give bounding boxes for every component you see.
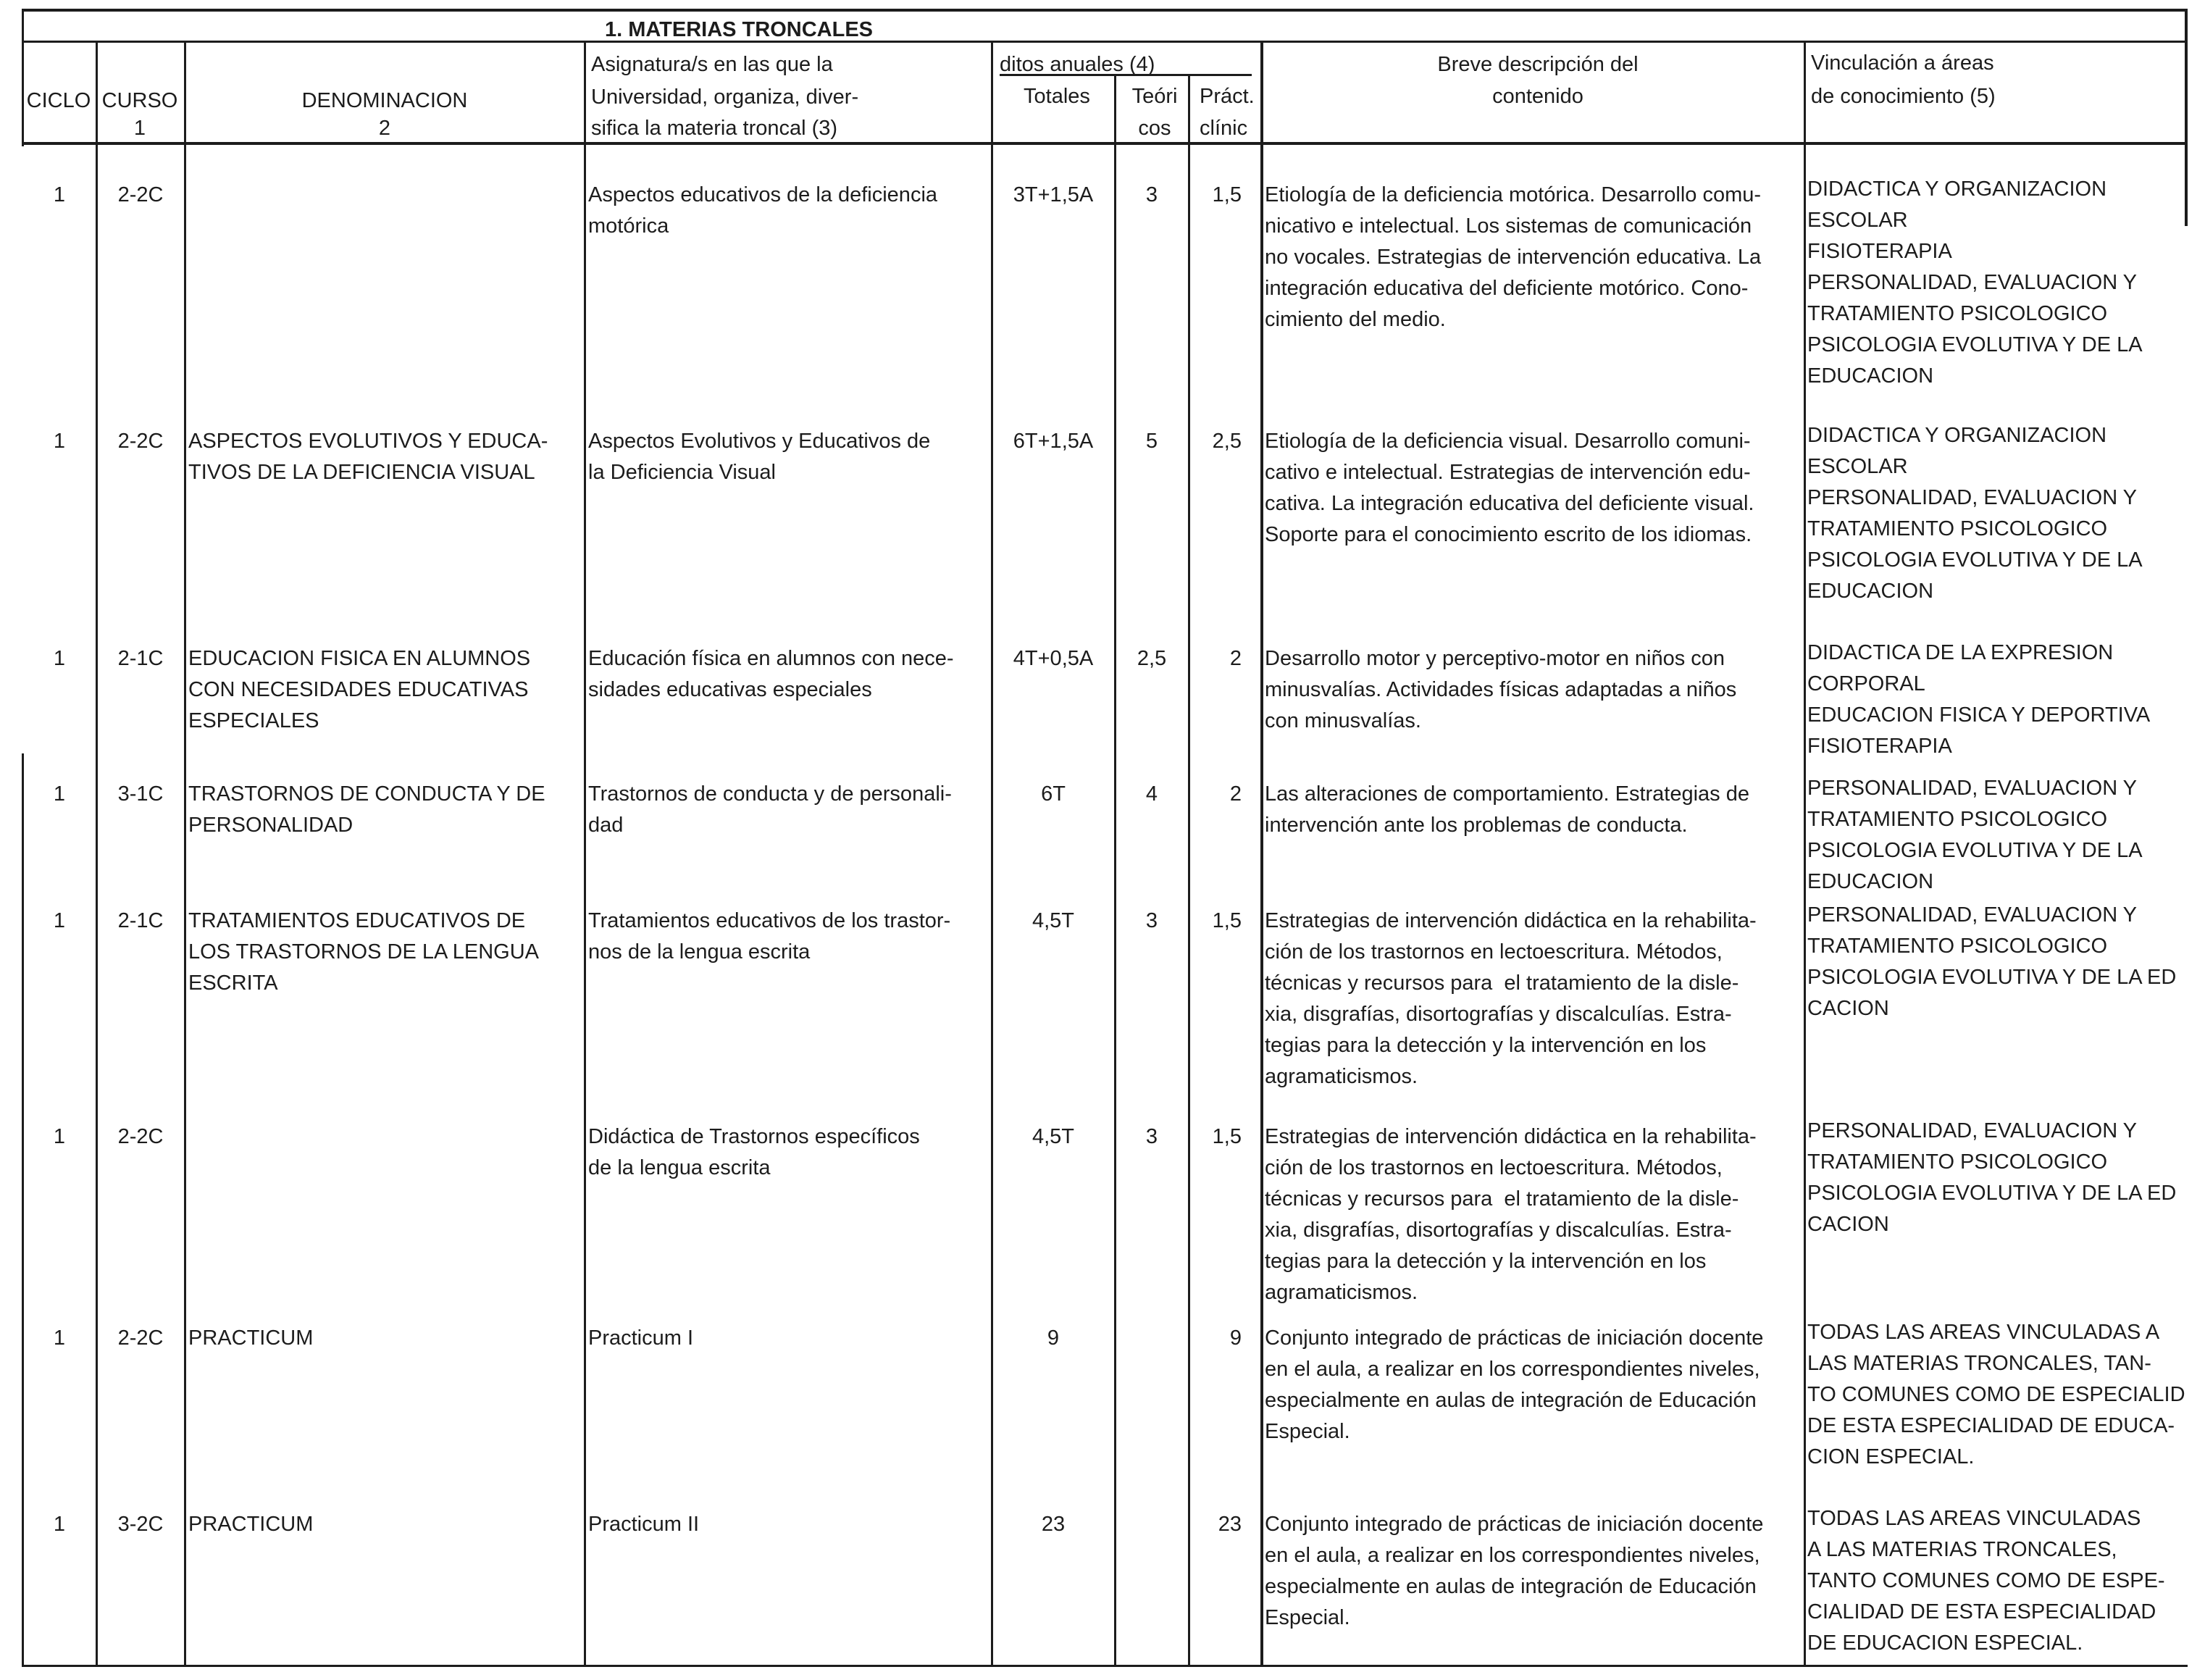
cell-denominacion-line: ESCRITA — [188, 971, 278, 995]
cell-practicos: 23 — [1218, 1513, 1242, 1536]
cell-denominacion-line: PRACTICUM — [188, 1513, 314, 1536]
cell-ciclo: 1 — [53, 1125, 66, 1148]
cell-descripcion-line: tegias para la detección y la intervención en los — [1265, 1034, 1707, 1057]
cell-descripcion-line: ción de los trastornos en lectoescritura. Métodos, — [1265, 940, 1723, 964]
cell-area-line: EDUCACION — [1807, 870, 1934, 893]
vertical-rule — [96, 41, 98, 1666]
cell-area-line: PERSONALIDAD, EVALUACION Y — [1807, 271, 2138, 294]
cell-descripcion-line: cimiento del medio. — [1265, 308, 1446, 331]
header-asignatura-line: sifica la materia troncal (3) — [591, 117, 838, 140]
cell-ciclo: 1 — [53, 647, 66, 670]
cell-denominacion-line: ASPECTOS EVOLUTIVOS Y EDUCA- — [188, 430, 548, 453]
cell-area-line: CACION — [1807, 997, 1889, 1020]
cell-curso: 2-2C — [117, 430, 164, 453]
cell-area-line: LAS MATERIAS TRONCALES, TAN- — [1807, 1352, 2151, 1375]
cell-asignatura-line: Didáctica de Trastornos específicos — [588, 1125, 920, 1148]
cell-area-line: PSICOLOGIA EVOLUTIVA Y DE LA — [1807, 333, 2143, 356]
cell-asignatura-line: motórica — [588, 214, 669, 238]
cell-descripcion-line: tegias para la detección y la intervención en los — [1265, 1250, 1707, 1273]
cell-area-line: TO COMUNES COMO DE ESPECIALID — [1807, 1383, 2185, 1406]
vertical-rule — [1260, 41, 1263, 1666]
cell-practicos: 2 — [1229, 782, 1242, 806]
cell-descripcion-line: Desarrollo motor y perceptivo-motor en niños con — [1265, 647, 1725, 670]
cell-asignatura-line: Practicum II — [588, 1513, 700, 1536]
cell-ciclo: 1 — [53, 782, 66, 806]
cell-practicos: 2,5 — [1212, 430, 1242, 453]
cell-asignatura-line: de la lengua escrita — [588, 1156, 771, 1179]
cell-descripcion-line: agramaticismos. — [1265, 1281, 1418, 1304]
cell-asignatura-line: dad — [588, 814, 624, 837]
cell-practicos: 1,5 — [1212, 1125, 1242, 1148]
cell-asignatura-line: Aspectos educativos de la deficiencia — [588, 183, 938, 206]
header-ciclo: CICLO — [26, 89, 91, 112]
cell-area-line: FISIOTERAPIA — [1807, 735, 1952, 758]
cell-teoricos: 2,5 — [1137, 647, 1167, 670]
cell-denominacion-line: ESPECIALES — [188, 709, 319, 732]
cell-area-line: ESCOLAR — [1807, 455, 1908, 478]
cell-area-line: EDUCACION — [1807, 364, 1934, 388]
cell-practicos: 1,5 — [1212, 183, 1242, 206]
cell-curso: 2-1C — [117, 909, 164, 932]
cell-descripcion-line: no vocales. Estrategias de intervención educativa. La — [1265, 246, 1762, 269]
cell-asignatura-line: Tratamientos educativos de los trastor- — [588, 909, 951, 932]
cell-area-line: PSICOLOGIA EVOLUTIVA Y DE LA — [1807, 548, 2143, 572]
cell-asignatura-line: Trastornos de conducta y de personali- — [588, 782, 952, 806]
cell-area-line: A LAS MATERIAS TRONCALES, — [1807, 1538, 2117, 1561]
cell-curso: 2-2C — [117, 1125, 164, 1148]
cell-denominacion-line: LOS TRASTORNOS DE LA LENGUA — [188, 940, 540, 964]
header-creditos: ditos anuales (4) — [1000, 53, 1155, 76]
cell-denominacion-line: TIVOS DE LA DEFICIENCIA VISUAL — [188, 461, 535, 484]
vertical-rule — [584, 41, 586, 1666]
cell-teoricos: 3 — [1145, 1125, 1158, 1148]
cell-asignatura-line: Educación física en alumnos con nece- — [588, 647, 954, 670]
cell-area-line: FISIOTERAPIA — [1807, 240, 1952, 263]
cell-totales: 6T — [1041, 782, 1066, 806]
cell-area-line: ESCOLAR — [1807, 209, 1908, 232]
vertical-rule — [991, 41, 993, 1666]
cell-teoricos: 3 — [1145, 183, 1158, 206]
cell-asignatura-line: Practicum I — [588, 1326, 694, 1350]
cell-practicos: 2 — [1229, 647, 1242, 670]
cell-denominacion-line: PERSONALIDAD — [188, 814, 353, 837]
header-asignatura-line: Universidad, organiza, diver- — [591, 85, 859, 109]
cell-area-line: PERSONALIDAD, EVALUACION Y — [1807, 777, 2138, 800]
cell-area-line: CORPORAL — [1807, 672, 1925, 695]
cell-ciclo: 1 — [53, 1513, 66, 1536]
header-curso: CURSO — [101, 89, 178, 112]
cell-asignatura-line: nos de la lengua escrita — [588, 940, 811, 964]
cell-area-line: TODAS LAS AREAS VINCULADAS A — [1807, 1321, 2160, 1344]
cell-denominacion-line: EDUCACION FISICA EN ALUMNOS — [188, 647, 531, 670]
cell-descripcion-line: cativa. La integración educativa del deficiente visual. — [1265, 492, 1754, 515]
cell-area-line: PERSONALIDAD, EVALUACION Y — [1807, 486, 2138, 509]
cell-totales: 4,5T — [1032, 1125, 1075, 1148]
cell-descripcion-line: en el aula, a realizar en los correspondientes niveles, — [1265, 1544, 1760, 1567]
cell-descripcion-line: Conjunto integrado de prácticas de iniciación docente — [1265, 1326, 1764, 1350]
cell-totales: 6T+1,5A — [1013, 430, 1094, 453]
vertical-rule — [2185, 9, 2188, 226]
cell-area-line: CIALIDAD DE ESTA ESPECIALIDAD — [1807, 1600, 2156, 1623]
cell-teoricos: 5 — [1145, 430, 1158, 453]
cell-descripcion-line: técnicas y recursos para el tratamiento de la disle- — [1265, 971, 1739, 995]
cell-curso: 3-1C — [117, 782, 164, 806]
cell-area-line: TRATAMIENTO PSICOLOGICO — [1807, 935, 2108, 958]
cell-practicos: 1,5 — [1212, 909, 1242, 932]
vertical-rule — [22, 9, 24, 146]
cell-descripcion-line: especialmente en aulas de integración de Educación — [1265, 1389, 1757, 1412]
cell-totales: 9 — [1047, 1326, 1060, 1350]
cell-descripcion-line: xia, disgrafías, disortografías y discalculías. Estra- — [1265, 1219, 1732, 1242]
cell-area-line: TRATAMIENTO PSICOLOGICO — [1807, 1150, 2108, 1174]
cell-teoricos: 3 — [1145, 909, 1158, 932]
cell-descripcion-line: nicativo e intelectual. Los sistemas de comunicación — [1265, 214, 1752, 238]
cell-area-line: DIDACTICA DE LA EXPRESION — [1807, 641, 2114, 664]
cell-descripcion-line: minusvalías. Actividades físicas adaptadas a niños — [1265, 678, 1737, 701]
cell-curso: 2-1C — [117, 647, 164, 670]
cell-descripcion-line: ción de los trastornos en lectoescritura. Métodos, — [1265, 1156, 1723, 1179]
cell-descripcion-line: en el aula, a realizar en los correspondientes niveles, — [1265, 1358, 1760, 1381]
cell-descripcion-line: técnicas y recursos para el tratamiento de la disle- — [1265, 1187, 1739, 1211]
cell-descripcion-line: Soporte para el conocimiento escrito de los idiomas. — [1265, 523, 1752, 546]
cell-area-line: TODAS LAS AREAS VINCULADAS — [1807, 1507, 2141, 1530]
cell-descripcion-line: con minusvalías. — [1265, 709, 1421, 732]
header-descripcion: contenido — [1492, 85, 1583, 108]
cell-area-line: CACION — [1807, 1213, 1889, 1236]
cell-descripcion-line: Especial. — [1265, 1606, 1350, 1629]
cell-area-line: PSICOLOGIA EVOLUTIVA Y DE LA ED — [1807, 966, 2177, 989]
cell-descripcion-line: integración educativa del deficiente motórico. Cono- — [1265, 277, 1749, 300]
vertical-rule — [184, 41, 186, 1666]
cell-area-line: TANTO COMUNES COMO DE ESPE- — [1807, 1569, 2165, 1592]
cell-descripcion-line: Estrategias de intervención didáctica en la rehabilita- — [1265, 909, 1757, 932]
cell-area-line: PSICOLOGIA EVOLUTIVA Y DE LA ED — [1807, 1182, 2177, 1205]
cell-area-line: DE ESTA ESPECIALIDAD DE EDUCA- — [1807, 1414, 2175, 1437]
cell-area-line: DE EDUCACION ESPECIAL. — [1807, 1631, 2083, 1655]
vertical-rule — [1114, 74, 1116, 1665]
cell-asignatura-line: sidades educativas especiales — [588, 678, 872, 701]
cell-descripcion-line: xia, disgrafías, disortografías y discalculías. Estra- — [1265, 1003, 1732, 1026]
cell-descripcion-line: Etiología de la deficiencia motórica. Desarrollo comu- — [1265, 183, 1762, 206]
cell-ciclo: 1 — [53, 430, 66, 453]
cell-descripcion-line: cativo e intelectual. Estrategias de intervención edu- — [1265, 461, 1751, 484]
cell-area-line: TRATAMIENTO PSICOLOGICO — [1807, 808, 2108, 831]
cell-descripcion-line: intervención ante los problemas de conducta. — [1265, 814, 1688, 837]
cell-area-line: DIDACTICA Y ORGANIZACION — [1807, 177, 2107, 201]
cell-area-line: CION ESPECIAL. — [1807, 1445, 1975, 1468]
horizontal-rule — [22, 1665, 2188, 1667]
cell-descripcion-line: Etiología de la deficiencia visual. Desarrollo comuni- — [1265, 430, 1751, 453]
cell-curso: 3-2C — [117, 1513, 164, 1536]
cell-area-line: EDUCACION — [1807, 580, 1934, 603]
cell-ciclo: 1 — [53, 1326, 66, 1350]
cell-totales: 4,5T — [1032, 909, 1075, 932]
cell-area-line: TRATAMIENTO PSICOLOGICO — [1807, 517, 2108, 540]
horizontal-rule — [22, 9, 2188, 12]
cell-totales: 3T+1,5A — [1013, 183, 1094, 206]
vertical-rule — [1188, 74, 1190, 1665]
cell-area-line: PERSONALIDAD, EVALUACION Y — [1807, 903, 2138, 927]
cell-area-line: PERSONALIDAD, EVALUACION Y — [1807, 1119, 2138, 1142]
cell-descripcion-line: Estrategias de intervención didáctica en la rehabilita- — [1265, 1125, 1757, 1148]
cell-ciclo: 1 — [53, 183, 66, 206]
header-practicos: Práct. — [1200, 85, 1255, 108]
cell-area-line: EDUCACION FISICA Y DEPORTIVA — [1807, 703, 2151, 727]
cell-practicos: 9 — [1229, 1326, 1242, 1350]
cell-descripcion-line: Especial. — [1265, 1420, 1350, 1443]
cell-area-line: TRATAMIENTO PSICOLOGICO — [1807, 302, 2108, 325]
header-descripcion: Breve descripción del — [1437, 53, 1639, 76]
header-asignatura-line: Asignatura/s en las que la — [591, 53, 833, 76]
cell-area-line: DIDACTICA Y ORGANIZACION — [1807, 424, 2107, 447]
cell-denominacion-line: TRATAMIENTOS EDUCATIVOS DE — [188, 909, 526, 932]
header-vinculacion: Vinculación a áreas — [1811, 51, 1994, 75]
cell-curso: 2-2C — [117, 183, 164, 206]
cell-denominacion-line: PRACTICUM — [188, 1326, 314, 1350]
cell-totales: 4T+0,5A — [1013, 647, 1094, 670]
cell-descripcion-line: Las alteraciones de comportamiento. Estrategias de — [1265, 782, 1749, 806]
header-totales: Totales — [1024, 85, 1090, 108]
header-vinculacion: de conocimiento (5) — [1811, 85, 1996, 108]
table-title: 1. MATERIAS TRONCALES — [604, 18, 874, 41]
header-teoricos: Teóri — [1131, 85, 1178, 108]
cell-denominacion-line: TRASTORNOS DE CONDUCTA Y DE — [188, 782, 545, 806]
header-denominacion-number: 2 — [378, 117, 391, 140]
vertical-rule — [1804, 41, 1806, 1666]
cell-descripcion-line: agramaticismos. — [1265, 1065, 1418, 1088]
cell-descripcion-line: Conjunto integrado de prácticas de iniciación docente — [1265, 1513, 1764, 1536]
cell-denominacion-line: CON NECESIDADES EDUCATIVAS — [188, 678, 529, 701]
cell-area-line: PSICOLOGIA EVOLUTIVA Y DE LA — [1807, 839, 2143, 862]
header-denominacion: DENOMINACION — [301, 89, 468, 112]
cell-teoricos: 4 — [1145, 782, 1158, 806]
cell-asignatura-line: la Deficiencia Visual — [588, 461, 776, 484]
header-curso-number: 1 — [133, 117, 146, 140]
horizontal-rule — [22, 41, 2188, 43]
cell-asignatura-line: Aspectos Evolutivos y Educativos de — [588, 430, 931, 453]
header-teoricos: cos — [1138, 117, 1171, 140]
cell-totales: 23 — [1041, 1513, 1066, 1536]
cell-ciclo: 1 — [53, 909, 66, 932]
cell-curso: 2-2C — [117, 1326, 164, 1350]
header-practicos: clínic — [1200, 117, 1248, 140]
cell-descripcion-line: especialmente en aulas de integración de Educación — [1265, 1575, 1757, 1598]
